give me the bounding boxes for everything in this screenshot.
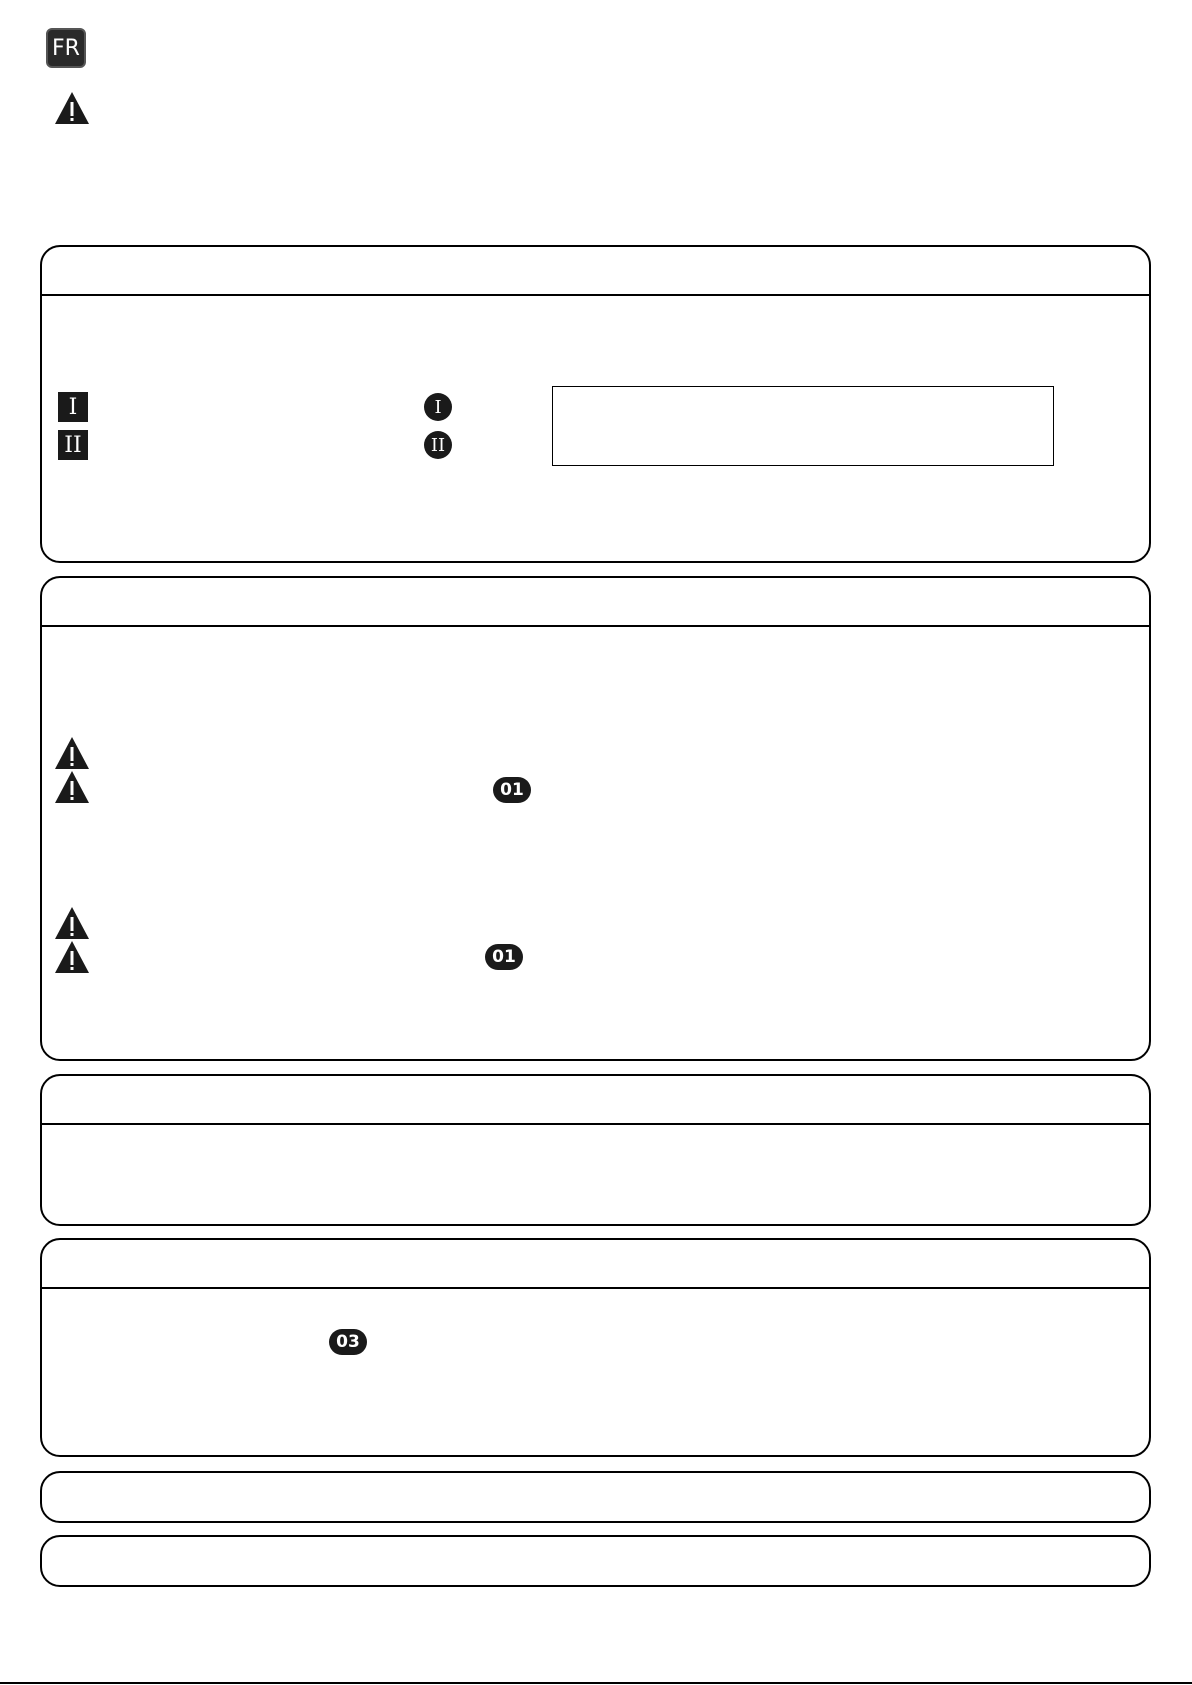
language-badge: FR	[46, 28, 86, 68]
section-box-3	[40, 1074, 1151, 1226]
roman-two-circle-icon: II	[424, 431, 452, 459]
step-badge: 01	[493, 777, 531, 803]
warning-triangle-icon	[54, 736, 90, 770]
warning-triangle-icon	[54, 906, 90, 940]
section-header-rule	[42, 1123, 1149, 1125]
section-box-6	[40, 1535, 1151, 1587]
page-bottom-rule	[0, 1682, 1192, 1684]
section-box-2	[40, 576, 1151, 1061]
roman-one-square-icon: I	[58, 392, 88, 422]
section-header-rule	[42, 1287, 1149, 1289]
section-header-rule	[42, 294, 1149, 296]
warning-triangle-icon	[54, 770, 90, 804]
warning-triangle-icon	[54, 91, 90, 125]
step-badge: 03	[329, 1329, 367, 1355]
section-box-5	[40, 1471, 1151, 1523]
roman-two-square-icon: II	[58, 430, 88, 460]
blank-frame	[552, 386, 1054, 466]
section-box-4	[40, 1238, 1151, 1457]
section-header-rule	[42, 625, 1149, 627]
warning-triangle-icon	[54, 940, 90, 974]
step-badge: 01	[485, 944, 523, 970]
roman-one-circle-icon: I	[424, 393, 452, 421]
